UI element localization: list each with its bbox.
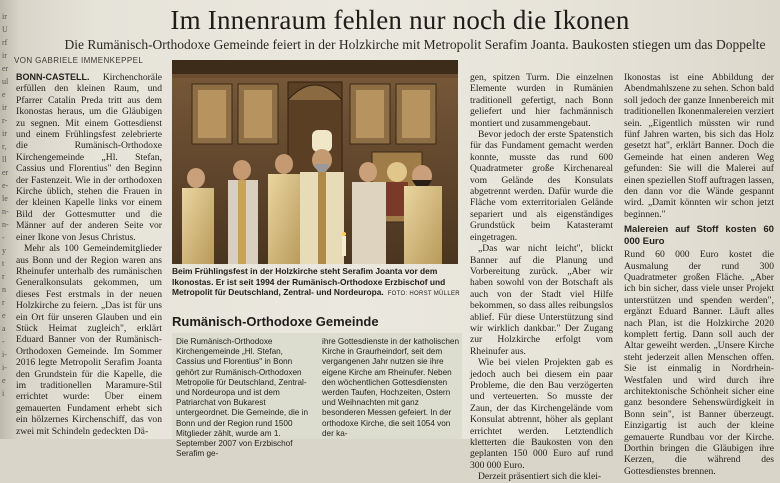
info-box: [172, 333, 462, 459]
edge-fragment: e: [2, 311, 6, 320]
headline: Im Innenraum fehlen nur noch die Ikonen: [170, 5, 630, 35]
col3-paragraph: Wie bei vielen Projekten gab es jedoch auch bei diesem ein paar Probleme, die den Bau verzögerten und verteuerten. So musste der Zaun, der das Kirchengelände vom Konsulat abtrennt, höher als geplant errichtet werden. Letztendlich kletterten die Baukosten von den geplanten 150 000 Euro auf rund 300 000 Euro.: [470, 357, 613, 471]
photo-caption: [172, 266, 462, 300]
edge-fragment: r,: [2, 142, 7, 151]
col3-paragraph: Bevor jedoch der erste Spatenstich für das Fundament gemacht werden konnte, musste das rund 600 Quadratmeter große Kirchenareal vom Gelände des Konsulats abgetrennt werden. Dafür wurde die Fläche vom exterritorialen Gelände separiert und als eigenständiges Grundstück beim Katasteramt eingetragen.: [470, 129, 613, 243]
info-box-right-column: ihre Gottesdienste in der katholischen Kirche in Graurheindorf, seit dem vergangenen Jahr nutzen sie ihre eigene Kirche am Rheinufer. Neben den wöchentlichen Gottesdiensten werden Taufen, Hochzeiten, Ostern und Weihnachten mit ganz besonderen Messen gefeiert. In der orthodoxe Kirche, die seit 1054 von der ka-: [322, 337, 459, 438]
subheadline: Die Rumänisch-Orthodoxe Gemeinde feiert in der Holzkirche mit Metropolit Serafim Joanta. Baukosten stiegen um das Doppelte: [64, 37, 766, 52]
church-interior-image: [172, 60, 458, 264]
edge-fragment: er: [2, 64, 9, 73]
col3-paragraph: Derzeit präsentiert sich die klei-: [478, 471, 602, 483]
col1-paragraph: Kirchenchoräle erfüllen den kleinen Raum, und Pfarrer Catalin Preda tritt aus dem Ikonostas heraus, um die Gläubigen zu segnen. Mit einem Gottesdienst und einem Frühlingsfest zelebrierte die Rumänisch-Orthodoxe Kirchengemeinde „Hl. Stefan, Cassius und Florentius" den Beginn der Fastenzeit. Wie in der orthodoxen Kirche üblich, stehen die Frauen in der kleinen Kapelle links vor einem Bild der Gottesmutter und die Männer auf der anderen Seite vor einer Ikone von Jesus Christus.: [16, 72, 162, 243]
edge-fragment: -: [2, 337, 5, 346]
dateline: BONN-CASTELL.: [16, 72, 90, 82]
edge-fragment: e-: [2, 181, 9, 190]
subsection-heading: Malereien auf Stoff kosten 60 000 Euro: [624, 224, 774, 247]
edge-fragment: y: [2, 246, 6, 255]
col3-paragraph: „Das war nicht leicht", blickt Banner auf die Planung und Vorbereitung zurück. „Aber wir haben sowohl von der Botschaft als auch von der Stadt viel Hilfe bekommen, so dass alles reibungslos ablief. Für diese Unterstützung sind wir wirklich dankbar." Der Zugang zur Holzkirche erfolgt vom Rheinufer aus.: [470, 243, 613, 357]
edge-text: [2, 10, 9, 400]
edge-fragment: -: [2, 233, 5, 242]
edge-fragment: t: [2, 259, 5, 268]
edge-fragment: i-: [2, 350, 7, 359]
info-box-left-column: Die Rumänisch-Orthodoxe Kirchengemeinde „Hl. Stefan, Cassius und Florentius" in Bonn gehört zur Rumänisch-Orthodoxen Metropolie für Deutschland, Zentral- und Nordeuropa und ist dem Patriarchat von Bukarest untergeordnet. Die Gemeinde, die in Bonn und der Region rund 1500 Mitglieder zählt, wurde am 1. September 2007 von Erzbischof Serafim ge-: [176, 337, 308, 459]
info-box-heading: Rumänisch-Orthodoxe Gemeinde: [172, 314, 379, 329]
col4-paragraph: Ikonostas ist eine Abbildung der Abendmahlszene zu sehen. Schon bald soll jedoch der ganze Innenbereich mit traditionellen Ikonenmalereien verziert sein. „Eigentlich müssten wir rund fünf Jahren warten, bis sich das Holz gesetzt hat", erklärt Banner. Doch die Gemeinde hat einen anderen Weg gefunden: Sie will die Malerei auf einen speziellen Stoff auftragen lassen, den dann vor die Wände gespannt wird. „Damit könnten wir schon jetzt beginnen.": [624, 72, 774, 220]
article-column-3: [470, 72, 613, 483]
edge-fragment: er: [2, 168, 9, 177]
edge-fragment: a: [2, 324, 6, 333]
edge-fragment: le: [2, 194, 8, 203]
article-photo: [172, 60, 458, 264]
col3-paragraph: gen, spitzen Turm. Die einzelnen Elemente wurden in Rumänien traditionell gefertigt, nach Bonn geliefert und hier fachmännisch montiert und zusammengebaut.: [470, 72, 613, 129]
edge-fragment: r-: [2, 116, 8, 125]
photo-credit: FOTO: HORST MÜLLER: [387, 291, 460, 298]
edge-fragment: e: [2, 90, 6, 99]
byline: VON GABRIELE IMMENKEPPEL: [14, 56, 144, 65]
col4-paragraph: Rund 60 000 Euro kostet die Ausmalung der rund 300 Quadratmeter großen Fläche. „Aber ich bin sicher, dass viele unser Projekt unterstützen und spenden werden", ergänzt Eduard Banner. Läuft alles nach Plan, ist die Holzkirche 2020 komplett fertig. Dann soll auch der Altar geweiht werden. „Unsere Kirche steht jederzeit allen Menschen offen. Sie ist einmalig in Nordrhein-Westfalen und wird durch ihre architektonische Schönheit sicher eine ganz besondere Sehenswürdigkeit in Bonn sein", ist Banner überzeugt. Einzigartig ist auch der kleine gemauerte Rundbau vor der Kirche. Dorthin bringen die Gläubigen ihre Kerzen, die während des Gottesdienstes brennen.: [624, 249, 774, 477]
edge-fragment: i-: [2, 363, 7, 372]
edge-fragment: ul: [2, 77, 9, 86]
edge-fragment: i: [2, 389, 5, 398]
edge-fragment: e: [2, 376, 6, 385]
article-column-1: [16, 72, 162, 439]
caption-text: Beim Frühlingsfest in der Holzkirche steht Serafim Joanta vor dem Ikonostas. Er ist seit 1994 der Rumänisch-Orthodoxe Erzbischof und Metropolit für Deutschland, Zentral- und Nordeuropa.: [172, 266, 446, 298]
edge-fragment: ir: [2, 12, 7, 21]
edge-fragment: r: [2, 272, 5, 281]
edge-fragment: n-: [2, 207, 9, 216]
edge-fragment: ir: [2, 129, 7, 138]
edge-fragment: U: [2, 25, 8, 34]
edge-fragment: ir: [2, 51, 7, 60]
edge-fragment: n: [2, 285, 6, 294]
edge-fragment: rf: [2, 38, 8, 47]
col1-paragraph: Mehr als 100 Gemeindemitglieder aus Bonn und der Region waren ans Rheinufer unterhalb des rumänischen Generalkonsulats gekommen, um dieses Fest erstmals in der neuen Holzkirche zu feiern. „Das ist für uns ein Ort für unseren Glauben und ein Stück Heimat zugleich", erklärt Eduard Banner von der Rumänisch-Orthodoxen Gemeinde. Im Sommer 2016 legte Metropolit Serafim Joanta den Grundstein für die Kapelle, die im traditionellen Maramure-Stil errichtet wurde: Über einem gemauerten Fundament erhebt sich ein hölzernes Kirchenschiff, das von zwei mit Schindeln gedeckten Dä-: [16, 243, 162, 437]
edge-fragment: ir: [2, 103, 7, 112]
edge-fragment: ll: [2, 155, 7, 164]
edge-fragment: n-: [2, 220, 9, 229]
edge-fragment: r: [2, 298, 5, 307]
article-column-4: [624, 72, 774, 477]
